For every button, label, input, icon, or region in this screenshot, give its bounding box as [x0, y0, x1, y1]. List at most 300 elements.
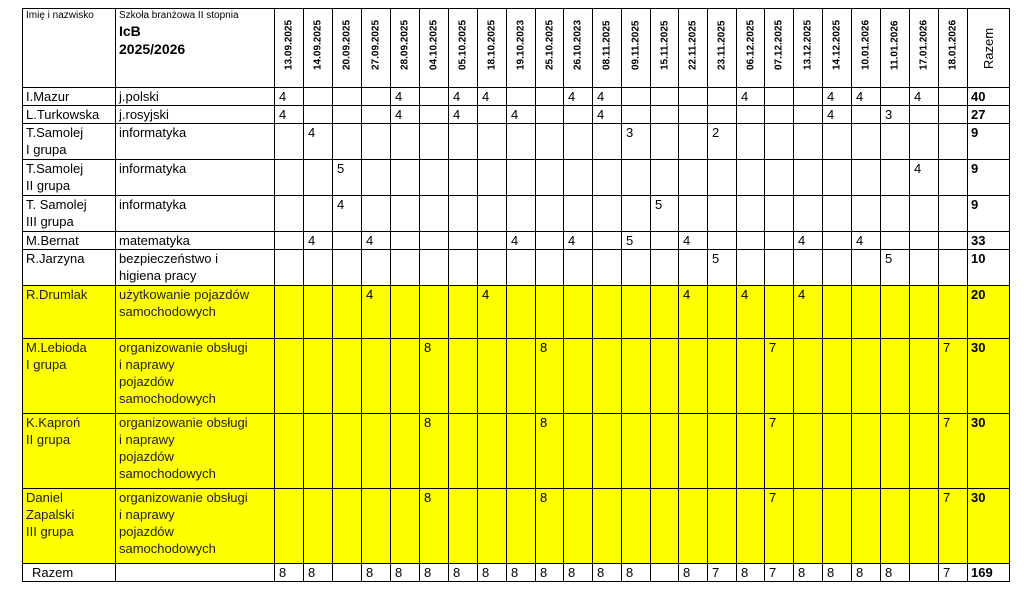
hours-cell [275, 286, 304, 339]
teacher-name-cell [23, 286, 116, 339]
hours-cell: 4 [362, 286, 391, 339]
hours-cell [507, 286, 536, 339]
summary-hours-cell: 8 [362, 564, 391, 582]
teacher-name-line: T.Samolej [26, 161, 84, 176]
summary-hours-cell: 7 [708, 564, 737, 582]
hours-cell [852, 489, 881, 564]
teacher-name-cell [23, 414, 116, 489]
hours-cell [852, 250, 881, 286]
hours-cell: 4 [910, 160, 939, 196]
hours-cell [507, 414, 536, 489]
name-col-label: Imię i nazwisko [26, 10, 94, 21]
hours-cell [536, 124, 564, 160]
summary-hours-cell [333, 564, 362, 582]
date-header [737, 9, 765, 88]
teacher-row [23, 124, 1010, 160]
hours-cell [852, 196, 881, 232]
hours-cell [651, 414, 679, 489]
hours-cell [708, 106, 737, 124]
hours-cell [622, 489, 651, 564]
hours-cell [304, 286, 333, 339]
date-label: 14.09.2025 [312, 19, 324, 70]
date-label: 14.12.2025 [831, 19, 843, 70]
date-label: 05.10.2025 [457, 19, 469, 70]
teacher-name-cell [23, 106, 116, 124]
hours-cell: 4 [679, 286, 708, 339]
subject-line: i naprawy [119, 507, 175, 522]
summary-hours-cell: 8 [420, 564, 449, 582]
row-total-cell: 30 [968, 489, 1010, 564]
hours-cell [362, 414, 391, 489]
date-label: 09.11.2025 [630, 20, 642, 70]
hours-cell [391, 489, 420, 564]
teacher-name-line: Zapalski [26, 507, 75, 522]
teacher-name-line: M.Lebioda [26, 340, 87, 355]
subject-cell [116, 489, 275, 564]
date-label: 11.01.2026 [889, 20, 901, 70]
hours-cell: 5 [622, 232, 651, 250]
hours-cell [593, 160, 622, 196]
hours-cell [420, 232, 449, 250]
hours-cell: 4 [910, 88, 939, 106]
date-header [765, 9, 794, 88]
header-row [23, 9, 1010, 88]
date-label: 23.11.2025 [716, 20, 728, 70]
hours-cell [679, 414, 708, 489]
subject-cell [116, 250, 275, 286]
hours-cell [852, 286, 881, 339]
hours-cell [304, 414, 333, 489]
subject-line: informatyka [119, 197, 187, 212]
hours-cell [478, 232, 507, 250]
summary-row [23, 564, 1010, 582]
hours-cell [478, 489, 507, 564]
date-label: 20.09.2025 [341, 19, 353, 70]
row-total-cell: 40 [968, 88, 1010, 106]
teacher-row [23, 160, 1010, 196]
hours-cell [564, 196, 593, 232]
hours-cell [881, 489, 910, 564]
hours-cell [708, 286, 737, 339]
date-header [852, 9, 881, 88]
hours-cell [765, 196, 794, 232]
hours-cell [362, 124, 391, 160]
hours-cell [593, 124, 622, 160]
hours-cell [622, 160, 651, 196]
subject-cell [116, 160, 275, 196]
summary-hours-cell: 8 [679, 564, 708, 582]
date-header [939, 9, 968, 88]
date-header [679, 9, 708, 88]
subject-line: i naprawy [119, 357, 175, 372]
hours-cell [651, 106, 679, 124]
teacher-name-line: T.Samolej [26, 125, 84, 140]
hours-cell [304, 339, 333, 414]
row-total-cell: 30 [968, 339, 1010, 414]
hours-cell: 2 [708, 124, 737, 160]
hours-cell: 5 [881, 250, 910, 286]
hours-cell [564, 124, 593, 160]
summary-hours-cell: 8 [622, 564, 651, 582]
hours-cell [881, 286, 910, 339]
date-label: 22.11.2025 [687, 20, 699, 70]
hours-cell: 8 [536, 339, 564, 414]
teacher-row [23, 414, 1010, 489]
hours-cell [765, 232, 794, 250]
summary-hours-cell: 8 [478, 564, 507, 582]
subject-cell [116, 196, 275, 232]
hours-cell [708, 489, 737, 564]
teacher-name-cell [23, 489, 116, 564]
hours-cell [391, 286, 420, 339]
subject-cell [116, 124, 275, 160]
hours-cell [765, 124, 794, 160]
hours-cell [823, 232, 852, 250]
hours-cell [478, 106, 507, 124]
hours-cell [852, 124, 881, 160]
hours-cell [304, 106, 333, 124]
subject-line: organizowanie obsługi [119, 415, 248, 430]
date-header [536, 9, 564, 88]
hours-cell [939, 106, 968, 124]
hours-cell [910, 250, 939, 286]
hours-cell [420, 160, 449, 196]
hours-cell [881, 160, 910, 196]
hours-cell: 4 [564, 88, 593, 106]
hours-cell [362, 339, 391, 414]
hours-cell [737, 124, 765, 160]
hours-cell [765, 88, 794, 106]
date-header [881, 9, 910, 88]
hours-cell [622, 88, 651, 106]
hours-cell [362, 160, 391, 196]
hours-cell [275, 250, 304, 286]
hours-cell: 4 [478, 88, 507, 106]
hours-cell: 4 [449, 106, 478, 124]
hours-cell [708, 339, 737, 414]
hours-cell [536, 106, 564, 124]
date-label: 10.01.2026 [860, 19, 872, 70]
hours-cell [593, 489, 622, 564]
hours-cell [852, 339, 881, 414]
subject-line: i naprawy [119, 432, 175, 447]
hours-cell [333, 232, 362, 250]
hours-cell [794, 106, 823, 124]
subject-line: j.rosyjski [119, 107, 169, 122]
summary-hours-cell: 8 [823, 564, 852, 582]
hours-cell: 4 [823, 106, 852, 124]
hours-cell [737, 250, 765, 286]
hours-cell [449, 232, 478, 250]
hours-cell [910, 196, 939, 232]
subject-line: użytkowanie pojazdów [119, 287, 250, 302]
teacher-row [23, 286, 1010, 339]
subject-line: samochodowych [119, 391, 216, 406]
hours-cell: 8 [420, 339, 449, 414]
hours-cell: 4 [478, 286, 507, 339]
hours-cell [564, 489, 593, 564]
date-header [823, 9, 852, 88]
date-header [708, 9, 737, 88]
hours-cell [881, 232, 910, 250]
teacher-name-line: R.Drumlak [26, 287, 88, 302]
date-label: 07.12.2025 [773, 19, 785, 70]
summary-hours-cell: 7 [765, 564, 794, 582]
summary-hours-cell: 8 [275, 564, 304, 582]
hours-cell [939, 160, 968, 196]
subject-line: higiena pracy [119, 268, 197, 283]
teacher-name-cell [23, 124, 116, 160]
hours-cell: 5 [333, 160, 362, 196]
teacher-name-line: I.Mazur [26, 89, 70, 104]
summary-hours-cell: 8 [449, 564, 478, 582]
hours-cell [651, 250, 679, 286]
total-col-label: Razem [981, 27, 997, 69]
summary-hours-cell: 8 [507, 564, 536, 582]
date-label: 13.12.2025 [802, 19, 814, 70]
teacher-name-cell [23, 232, 116, 250]
hours-cell: 4 [593, 106, 622, 124]
hours-cell [449, 489, 478, 564]
hours-cell: 4 [449, 88, 478, 106]
hours-cell [823, 124, 852, 160]
hours-cell [536, 232, 564, 250]
hours-cell [708, 414, 737, 489]
hours-cell [275, 232, 304, 250]
subject-line: pojazdów [119, 374, 174, 389]
hours-cell [794, 250, 823, 286]
hours-cell [362, 196, 391, 232]
hours-cell [794, 414, 823, 489]
hours-cell [881, 124, 910, 160]
date-header [651, 9, 679, 88]
hours-cell [910, 124, 939, 160]
hours-cell [275, 196, 304, 232]
hours-cell [823, 250, 852, 286]
hours-cell [304, 250, 333, 286]
date-label: 17.01.2026 [918, 19, 930, 70]
teacher-name-line: Daniel [26, 490, 63, 505]
row-total-cell: 10 [968, 250, 1010, 286]
hours-cell [593, 196, 622, 232]
hours-cell [823, 414, 852, 489]
hours-cell: 7 [939, 339, 968, 414]
hours-cell [391, 160, 420, 196]
hours-cell [881, 88, 910, 106]
hours-cell [536, 286, 564, 339]
hours-cell: 3 [881, 106, 910, 124]
date-header [794, 9, 823, 88]
hours-cell [449, 196, 478, 232]
hours-cell [622, 196, 651, 232]
hours-cell [651, 124, 679, 160]
subject-cell [116, 106, 275, 124]
class-label: IcB [119, 23, 141, 39]
hours-cell [622, 414, 651, 489]
hours-cell [794, 160, 823, 196]
teacher-name-line: L.Turkowska [26, 107, 100, 122]
hours-cell: 4 [275, 88, 304, 106]
hours-cell [708, 232, 737, 250]
hours-cell [765, 286, 794, 339]
hours-cell [333, 250, 362, 286]
hours-cell [679, 196, 708, 232]
grand-total-cell: 169 [968, 564, 1010, 582]
teacher-row [23, 232, 1010, 250]
hours-cell [564, 339, 593, 414]
header-class-col [116, 9, 275, 88]
subject-line: informatyka [119, 125, 187, 140]
summary-hours-cell: 8 [852, 564, 881, 582]
hours-cell: 4 [391, 88, 420, 106]
hours-cell [708, 88, 737, 106]
hours-cell [391, 414, 420, 489]
hours-cell [304, 160, 333, 196]
row-total-cell: 9 [968, 196, 1010, 232]
summary-hours-cell: 8 [536, 564, 564, 582]
hours-cell [304, 489, 333, 564]
hours-cell [449, 339, 478, 414]
row-total-cell: 20 [968, 286, 1010, 339]
teacher-name-line: II grupa [26, 432, 71, 447]
hours-cell [910, 414, 939, 489]
hours-cell [765, 250, 794, 286]
hours-cell [333, 414, 362, 489]
hours-cell [939, 88, 968, 106]
hours-cell [507, 88, 536, 106]
hours-cell: 4 [333, 196, 362, 232]
hours-cell: 4 [507, 232, 536, 250]
hours-cell [765, 160, 794, 196]
hours-cell [910, 489, 939, 564]
teacher-name-line: I grupa [26, 142, 67, 157]
hours-cell [910, 286, 939, 339]
hours-cell: 5 [651, 196, 679, 232]
date-header [593, 9, 622, 88]
date-header [564, 9, 593, 88]
hours-cell [593, 414, 622, 489]
hours-cell [794, 196, 823, 232]
hours-cell: 5 [708, 250, 737, 286]
school-label: Szkoła branżowa II stopnia [119, 10, 239, 21]
hours-cell [852, 160, 881, 196]
hours-cell [708, 196, 737, 232]
hours-cell [679, 250, 708, 286]
summary-hours-cell [651, 564, 679, 582]
date-label: 06.12.2025 [745, 19, 756, 70]
summary-hours-cell: 8 [737, 564, 765, 582]
hours-cell [420, 88, 449, 106]
subject-cell [116, 339, 275, 414]
header-total-col [968, 9, 1010, 88]
subject-cell [116, 232, 275, 250]
hours-cell [420, 196, 449, 232]
hours-cell: 4 [391, 106, 420, 124]
hours-cell [939, 286, 968, 339]
hours-cell [910, 232, 939, 250]
date-header [622, 9, 651, 88]
summary-label-cell [23, 564, 116, 582]
hours-cell [939, 250, 968, 286]
hours-cell [881, 414, 910, 489]
hours-cell: 7 [765, 339, 794, 414]
subject-line: samochodowych [119, 304, 216, 319]
hours-cell: 8 [420, 414, 449, 489]
hours-cell: 4 [794, 232, 823, 250]
teacher-name-line: T. Samolej [26, 197, 87, 212]
hours-cell [737, 232, 765, 250]
hours-cell [651, 339, 679, 414]
teacher-name-line: R.Jarzyna [26, 251, 85, 266]
hours-cell: 8 [420, 489, 449, 564]
schedule-sheet [22, 8, 1010, 582]
subject-line: samochodowych [119, 466, 216, 481]
hours-cell [564, 250, 593, 286]
hours-cell [478, 160, 507, 196]
hours-cell [391, 196, 420, 232]
hours-cell [536, 160, 564, 196]
hours-cell [622, 250, 651, 286]
date-label: 18.10.2025 [486, 19, 498, 70]
hours-cell [881, 196, 910, 232]
hours-cell: 4 [304, 124, 333, 160]
row-total-cell: 30 [968, 414, 1010, 489]
subject-line: pojazdów [119, 449, 174, 464]
date-label: 28.09.2025 [399, 19, 411, 70]
hours-cell [275, 124, 304, 160]
hours-cell [939, 196, 968, 232]
hours-cell [420, 286, 449, 339]
date-header [275, 9, 304, 88]
hours-cell [275, 489, 304, 564]
teacher-name-line: M.Bernat [26, 233, 79, 248]
hours-cell [333, 106, 362, 124]
hours-cell [391, 250, 420, 286]
hours-cell [564, 160, 593, 196]
hours-cell [708, 160, 737, 196]
teacher-row [23, 250, 1010, 286]
teacher-row [23, 88, 1010, 106]
hours-cell: 8 [536, 489, 564, 564]
hours-cell [507, 250, 536, 286]
date-label: 18.01.2026 [947, 19, 959, 70]
date-header [478, 9, 507, 88]
hours-cell: 7 [765, 489, 794, 564]
date-header [362, 9, 391, 88]
hours-cell [362, 489, 391, 564]
hours-cell: 4 [679, 232, 708, 250]
hours-cell [507, 160, 536, 196]
hours-cell [391, 339, 420, 414]
summary-hours-cell: 8 [794, 564, 823, 582]
hours-cell [881, 339, 910, 414]
subject-line: informatyka [119, 161, 187, 176]
hours-cell [478, 339, 507, 414]
hours-cell [333, 489, 362, 564]
schedule-table [22, 8, 1010, 582]
hours-cell [507, 124, 536, 160]
summary-hours-cell: 8 [391, 564, 420, 582]
hours-cell [737, 414, 765, 489]
hours-cell [651, 88, 679, 106]
teacher-name-line: K.Kaproń [26, 415, 81, 430]
hours-cell [651, 232, 679, 250]
hours-cell [794, 489, 823, 564]
hours-cell [593, 339, 622, 414]
subject-line: j.polski [119, 89, 159, 104]
hours-cell [420, 124, 449, 160]
date-label: 26.10.2023 [572, 19, 584, 70]
